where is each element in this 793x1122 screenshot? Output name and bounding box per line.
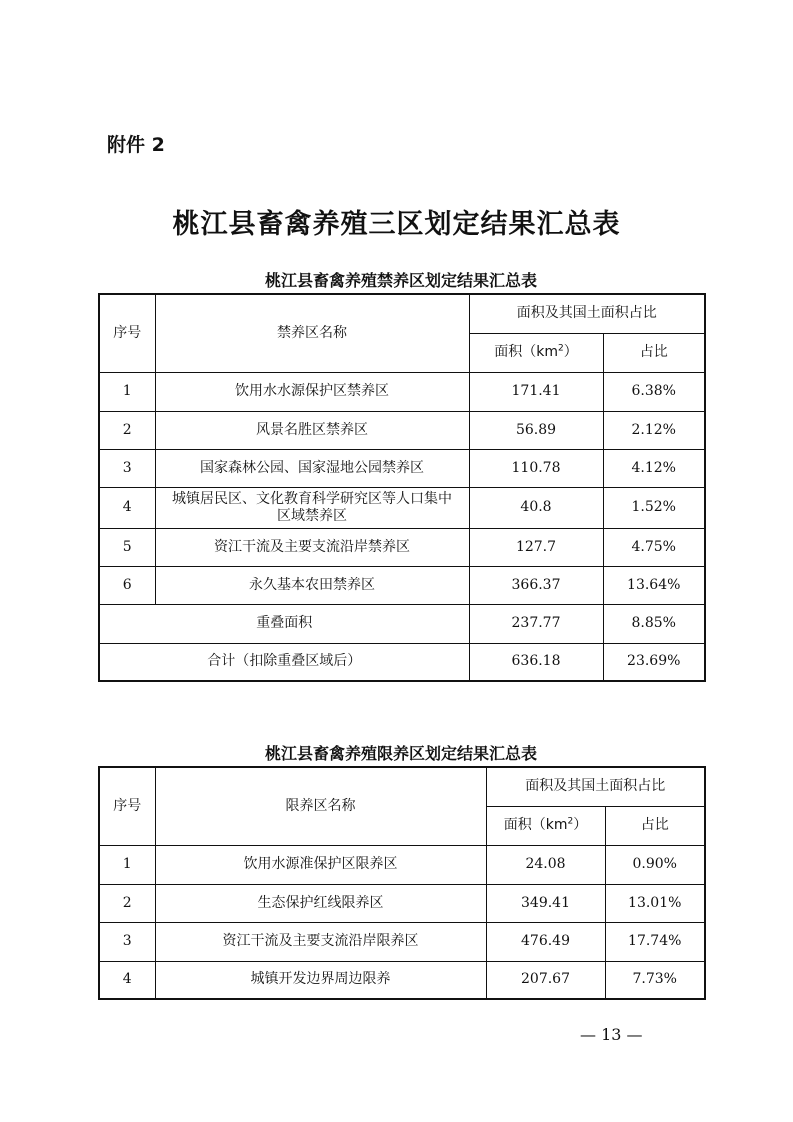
ratio-cell: 13.01% bbox=[605, 884, 705, 922]
area-cell: 349.41 bbox=[486, 884, 605, 922]
ratio-cell: 4.12% bbox=[603, 449, 705, 487]
table-row bbox=[99, 411, 705, 449]
area-cell: 171.41 bbox=[469, 372, 603, 411]
main-title: 桃江县畜禽养殖三区划定结果汇总表 bbox=[172, 209, 621, 240]
area-cell: 366.37 bbox=[469, 566, 603, 604]
table1-seq-header: 序号 bbox=[99, 294, 155, 372]
total-area: 636.18 bbox=[469, 643, 603, 681]
seq-cell: 1 bbox=[99, 372, 155, 411]
total-ratio: 23.69% bbox=[603, 643, 705, 681]
seq-cell: 3 bbox=[99, 449, 155, 487]
table-row bbox=[99, 845, 705, 884]
area-cell: 207.67 bbox=[486, 961, 605, 999]
table1-name-header: 禁养区名称 bbox=[155, 294, 469, 372]
seq-cell: 4 bbox=[99, 961, 155, 999]
name-cell: 生态保护红线限养区 bbox=[155, 884, 486, 922]
ratio-cell: 17.74% bbox=[605, 922, 705, 961]
table-row bbox=[99, 961, 705, 999]
name-cell: 饮用水源准保护区限养区 bbox=[155, 845, 486, 884]
page-number: — 13 — bbox=[580, 1025, 643, 1044]
table1-area-header: 面积$(km^2)$ bbox=[469, 333, 603, 372]
ratio-cell: 4.75% bbox=[603, 528, 705, 566]
name-cell: 资江干流及主要支流沿岸禁养区 bbox=[155, 528, 469, 566]
overlap-row bbox=[99, 604, 705, 643]
ratio-cell: 13.64% bbox=[603, 566, 705, 604]
table2-ratio-header: 占比 bbox=[605, 806, 705, 845]
area-cell: 476.49 bbox=[486, 922, 605, 961]
table-row bbox=[99, 566, 705, 604]
table1-header-row bbox=[99, 294, 705, 333]
ratio-cell: 2.12% bbox=[603, 411, 705, 449]
ratio-cell: 0.90% bbox=[605, 845, 705, 884]
seq-cell: 2 bbox=[99, 884, 155, 922]
name-cell: 城镇居民区、文化教育科学研究区等人口集中区域禁养区 bbox=[155, 487, 469, 528]
ratio-cell: 1.52% bbox=[603, 487, 705, 528]
table-row bbox=[99, 487, 705, 528]
table-row bbox=[99, 372, 705, 411]
seq-cell: 5 bbox=[99, 528, 155, 566]
table2-header-row bbox=[99, 767, 705, 806]
table2-seq-header: 序号 bbox=[99, 767, 155, 845]
seq-cell: 6 bbox=[99, 566, 155, 604]
table2-caption: 桃江县畜禽养殖限养区划定结果汇总表 bbox=[264, 744, 537, 763]
name-cell: 城镇开发边界周边限养 bbox=[155, 961, 486, 999]
overlap-ratio: 8.85% bbox=[603, 604, 705, 643]
overlap-label: 重叠面积 bbox=[99, 604, 469, 643]
area-cell: 24.08 bbox=[486, 845, 605, 884]
table2-group-header: 面积及其国土面积占比 bbox=[486, 767, 705, 806]
table-row bbox=[99, 528, 705, 566]
total-label: 合计（扣除重叠区域后） bbox=[99, 643, 469, 681]
area-cell: 56.89 bbox=[469, 411, 603, 449]
table1-ratio-header: 占比 bbox=[603, 333, 705, 372]
area-cell: 127.7 bbox=[469, 528, 603, 566]
area-cell: 110.78 bbox=[469, 449, 603, 487]
name-cell: 永久基本农田禁养区 bbox=[155, 566, 469, 604]
seq-cell: 2 bbox=[99, 411, 155, 449]
seq-cell: 4 bbox=[99, 487, 155, 528]
table1-group-header: 面积及其国土面积占比 bbox=[469, 294, 705, 333]
seq-cell: 3 bbox=[99, 922, 155, 961]
name-cell: 风景名胜区禁养区 bbox=[155, 411, 469, 449]
table2-area-header: 面积$(km^2)$ bbox=[486, 806, 605, 845]
table-row bbox=[99, 449, 705, 487]
total-row bbox=[99, 643, 705, 681]
attachment-label: 附件 2 bbox=[107, 134, 165, 156]
table-row bbox=[99, 922, 705, 961]
table-row bbox=[99, 884, 705, 922]
ratio-cell: 7.73% bbox=[605, 961, 705, 999]
name-cell: 资江干流及主要支流沿岸限养区 bbox=[155, 922, 486, 961]
overlap-area: 237.77 bbox=[469, 604, 603, 643]
name-cell: 饮用水水源保护区禁养区 bbox=[155, 372, 469, 411]
ratio-cell: 6.38% bbox=[603, 372, 705, 411]
name-cell: 国家森林公园、国家湿地公园禁养区 bbox=[155, 449, 469, 487]
table1-caption: 桃江县畜禽养殖禁养区划定结果汇总表 bbox=[264, 271, 537, 290]
table1 bbox=[98, 293, 706, 682]
table2 bbox=[98, 766, 706, 1000]
table2-name-header: 限养区名称 bbox=[155, 767, 486, 845]
seq-cell: 1 bbox=[99, 845, 155, 884]
area-cell: 40.8 bbox=[469, 487, 603, 528]
